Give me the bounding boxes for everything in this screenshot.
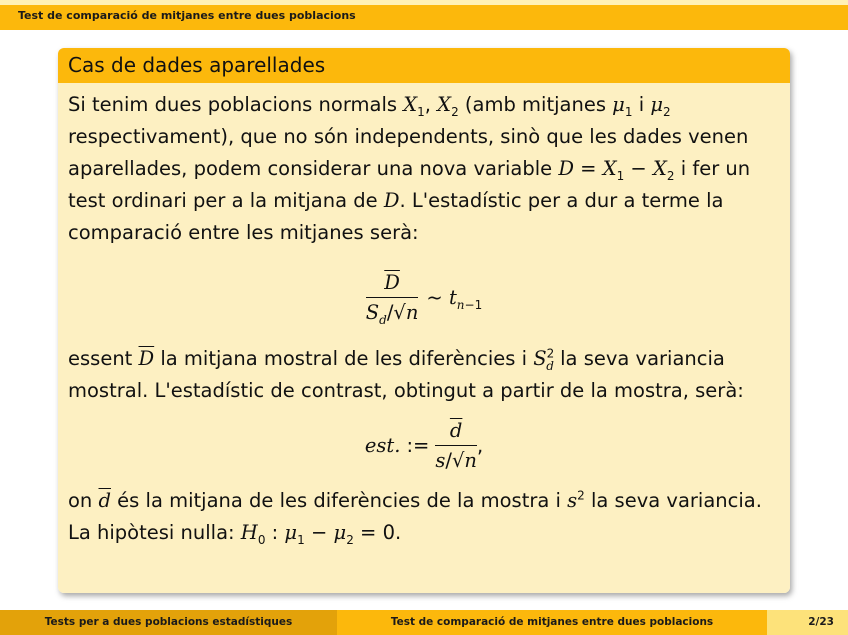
block-body <box>58 83 790 593</box>
formula-contrast: est. := $\frac{\overline{d}}{s/√n}$ , <box>364 418 484 472</box>
formula-statistic: $\frac{\overline{D}}{S_d/√n}$ ~ $t_{n-1}$ <box>365 270 483 327</box>
block-title: Cas de dades aparellades <box>58 48 790 83</box>
footer-section-title: Test de comparació de mitjanes entre dues poblacions <box>337 610 767 635</box>
paragraph-definitions: essent $\overline{D}$ la mitjana mostral de les diferències i $S^2_d$ la seva variancia mostral. L'estadístic de contrast, obtingut a partir de la mostra, serà: <box>68 346 744 402</box>
content-block <box>58 48 790 593</box>
header-title: Test de comparació de mitjanes entre dues poblacions <box>18 9 356 22</box>
slide-header <box>0 0 848 30</box>
footer-presentation-title: Tests per a dues poblacions estadístiques <box>0 610 337 635</box>
slide-footer <box>0 610 848 635</box>
paragraph-null-hypothesis: on $\overline{d}$ és la mitjana de les diferències de la mostra i $s^2$ la seva variancia. La hipòtesi nulla: $H_0$ : $\mu_1 - \mu_2 = 0$. <box>68 488 762 547</box>
paragraph-intro: Si tenim dues poblacions normals $X_1$, $X_2$ (amb mitjanes $\mu_1$ i $\mu_2$ respectivament), que no són independents, sinò que les dades venen aparellades, podem considerar una nova variable $D = X_1 - X_2$ i fer un test ordinari per a la mitjana de D. L'estadístic per a dur a terme la comparació entre les mitjanes serà: <box>68 93 751 244</box>
header-band <box>0 0 848 5</box>
footer-page-number: 2/23 <box>767 610 848 635</box>
